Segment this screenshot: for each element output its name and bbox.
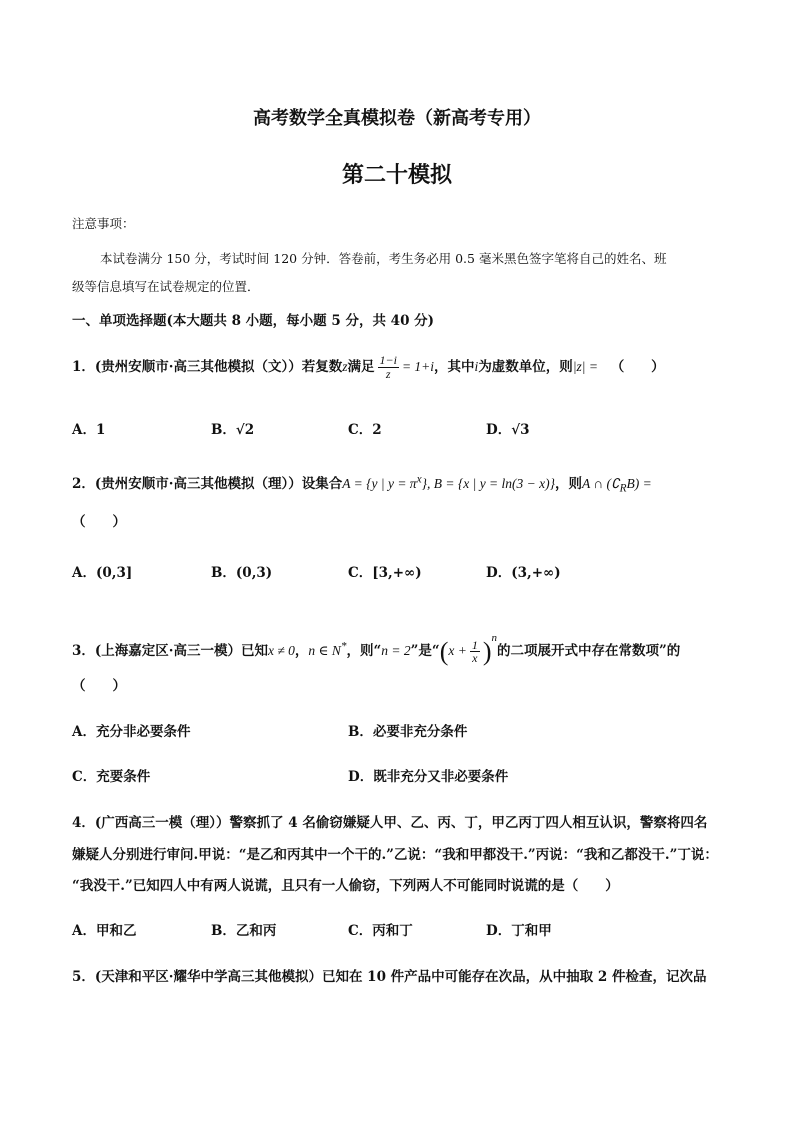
q3-cond-n: n ∈ N* <box>308 640 347 658</box>
q1-prefix: 1．(贵州安顺市·高三其他模拟（文））若复数 <box>72 359 343 375</box>
question-3 <box>72 618 680 672</box>
q4-line-3: “我没干.”已知四人中有两人说谎，且只有一人偷窃，下列两人不可能同时说谎的是（ ） <box>72 878 619 894</box>
q3-cond-n2: n = 2 <box>381 643 411 658</box>
q1-frac-num: 1−i <box>379 353 397 368</box>
q3-is: ”是“ <box>410 643 440 659</box>
q3-option-d: D．既非充分又非必要条件 <box>348 769 509 785</box>
q3-option-a: A．充分非必要条件 <box>72 724 191 740</box>
q3-sep: ， <box>294 643 309 659</box>
notice-label: 注意事项： <box>72 216 135 231</box>
q3-cond-x: x ≠ 0 <box>267 643 295 658</box>
q4-option-d: D．丁和甲 <box>486 923 552 939</box>
q1-var-z: z <box>342 359 348 374</box>
q3-binomial: (x + $\frac{1}{x}$ )$^n$ <box>439 632 498 666</box>
q2-option-a: A．(0,3] <box>72 565 133 581</box>
q1-option-d: D．√3 <box>486 422 530 438</box>
q4-line-2: 嫌疑人分别进行审问.甲说：“是乙和丙其中一个干的.”乙说：“我和甲都没干.”丙说：“我和乙都没干.”丁说： <box>72 847 718 863</box>
q2-option-b: B．(0,3) <box>211 565 273 581</box>
question-2 <box>72 472 652 495</box>
q3-then: ，则“ <box>346 643 382 659</box>
q4-option-c: C．丙和丁 <box>348 923 413 939</box>
q2-set-b: , B = {x | y = ln(3 − x)} <box>426 476 556 491</box>
q4-line-1: 4．(广西高三一模（理））警察抓了 4 名偷窃嫌疑人甲、乙、丙、丁，甲乙丙丁四人相互认识，警察将四名 <box>72 815 708 831</box>
q1-frac-den: z <box>385 367 391 381</box>
q2-option-c: C．[3,+∞) <box>348 565 422 581</box>
q3-option-b: B．必要非充分条件 <box>348 724 468 740</box>
q4-option-b: B．乙和丙 <box>211 923 277 939</box>
exam-title: 高考数学全真模拟卷（新高考专用） <box>253 108 541 129</box>
q3-blank: （ ） <box>72 678 126 694</box>
q1-fraction <box>378 354 399 380</box>
q1-satisfy: 满足 <box>347 359 375 375</box>
q1-abs-z: |z| = <box>572 359 598 374</box>
notice-line-1: 本试卷满分 150 分，考试时间 120 分钟．答卷前，考生务必用 0.5 毫米黑色签字笔将自己的姓名、班 <box>100 251 667 266</box>
q1-mid: ，其中 <box>434 359 475 375</box>
q5-line-1: 5．(天津和平区·耀华中学高三其他模拟）已知在 10 件产品中可能存在次品，从中抽取 2 件检查，记次品 <box>72 969 707 985</box>
q1-mid2: 为虚数单位，则 <box>478 359 573 375</box>
q2-then: ，则 <box>555 476 583 492</box>
q1-var-i: i <box>474 359 479 374</box>
q1-eq-rhs: = 1+i <box>401 359 435 374</box>
q2-expr: A ∩ $(∁_RB)$ = <box>582 476 652 495</box>
q2-set-a: A = {y | $y = \pi^x$} <box>342 473 427 491</box>
q1-option-c: C．2 <box>348 422 382 438</box>
section-heading: 一、单项选择题(本大题共 8 小题，每小题 5 分，共 40 分) <box>72 313 435 329</box>
q1-blank: （ ） <box>610 359 665 375</box>
q3-prefix: 3．(上海嘉定区·高三一模）已知 <box>72 643 268 659</box>
q2-prefix: 2．(贵州安顺市·高三其他模拟（理））设集合 <box>72 476 343 492</box>
q3-option-c: C．充要条件 <box>72 769 151 785</box>
q2-blank: （ ） <box>72 514 126 530</box>
question-1 <box>72 349 665 385</box>
exam-subtitle: 第二十模拟 <box>341 162 452 188</box>
q2-option-d: D．(3,+∞) <box>486 565 561 581</box>
notice-line-2: 级等信息填写在试卷规定的位置． <box>72 279 260 294</box>
q4-option-a: A．甲和乙 <box>72 923 137 939</box>
q1-option-a: A．1 <box>72 422 106 438</box>
q1-option-b: B．√2 <box>211 422 255 438</box>
q3-tail: 的二项展开式中存在常数项”的 <box>497 643 681 659</box>
